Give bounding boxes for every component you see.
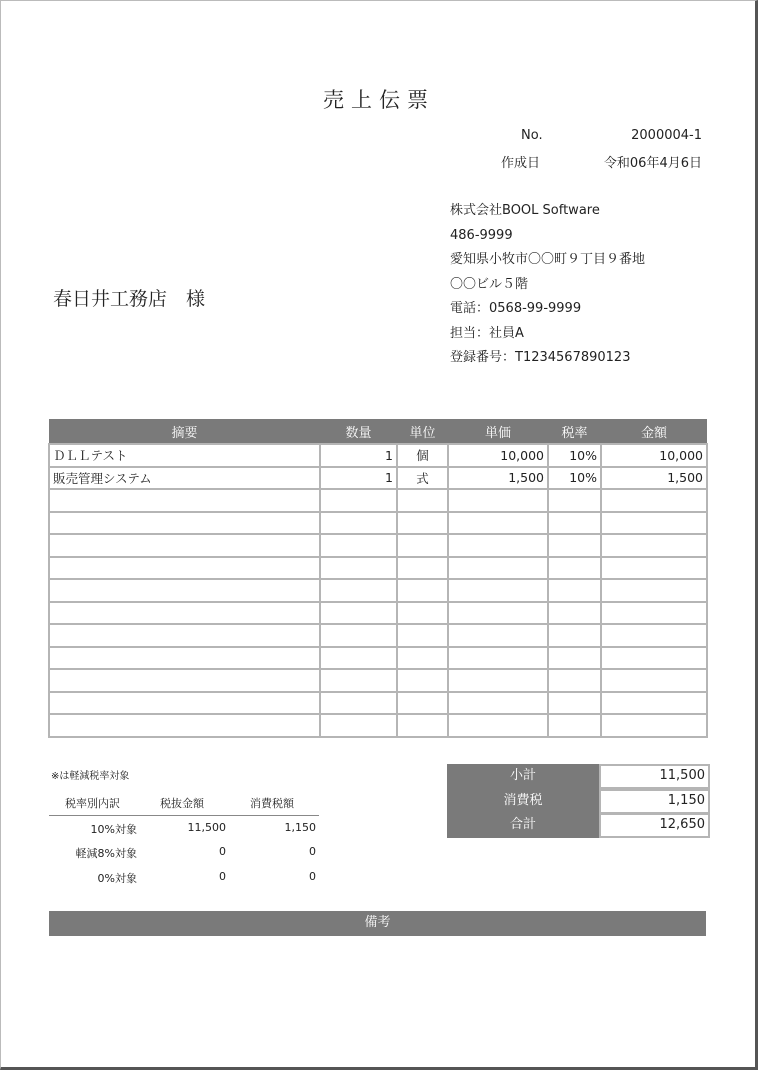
table-row [49, 647, 707, 670]
cell-tax-rate [548, 624, 601, 647]
cell-description [49, 602, 320, 625]
cell-unit [397, 579, 448, 602]
cell-quantity [320, 669, 397, 692]
subtotal-value-text: 11,500 [659, 768, 705, 783]
cell-tax-rate [548, 602, 601, 625]
subtotal-label: 小計 [447, 764, 599, 789]
cell-description [49, 489, 320, 512]
total-value [599, 813, 710, 838]
cell-quantity [320, 692, 397, 715]
table-row [49, 512, 707, 535]
cell-description [49, 512, 320, 535]
cell-amount [601, 489, 707, 512]
cell-tax-rate [548, 512, 601, 535]
cell-unit-price [448, 512, 548, 535]
document-date-label: 作成日 [501, 156, 541, 171]
cell-tax-rate [548, 579, 601, 602]
cell-unit [397, 669, 448, 692]
cell-unit [397, 602, 448, 625]
breakdown-category: 10%対象 [90, 822, 137, 836]
cell-description [49, 647, 320, 670]
breakdown-header-category: 税率別内訳 [65, 797, 120, 810]
customer-name: 春日井工務店 様 [53, 288, 206, 310]
cell-tax-rate [548, 692, 601, 715]
cell-quantity [320, 602, 397, 625]
document-number-label: No. [521, 128, 543, 143]
cell-amount [601, 512, 707, 535]
breakdown-tax: 0 [309, 869, 316, 883]
cell-description [49, 557, 320, 580]
total-label: 合計 [447, 813, 599, 838]
table-row [49, 467, 707, 490]
cell-unit-price [448, 557, 548, 580]
cell-quantity: 1 [320, 444, 397, 467]
cell-unit-price [448, 602, 548, 625]
breakdown-header-tax: 消費税額 [250, 797, 294, 810]
table-row [49, 692, 707, 715]
tax-breakdown [49, 790, 319, 889]
tax-breakdown-row [49, 816, 319, 841]
cell-unit [397, 557, 448, 580]
tax-label: 消費税 [447, 789, 599, 814]
issuer-staff: 担当：社員A [450, 325, 524, 341]
issuer-address-line2: 〇〇ビル５階 [450, 276, 529, 292]
document-title: 売上伝票 [323, 88, 435, 112]
table-row [49, 579, 707, 602]
cell-description: 販売管理システム [49, 467, 320, 490]
cell-unit [397, 714, 448, 737]
cell-tax-rate [548, 557, 601, 580]
breakdown-tax: 1,150 [284, 820, 316, 834]
cell-unit [397, 512, 448, 535]
tax-value [599, 789, 710, 814]
cell-unit-price: 10,000 [448, 444, 548, 467]
cell-amount: 10,000 [601, 444, 707, 467]
cell-description [49, 714, 320, 737]
header-tax-rate: 税率 [548, 419, 601, 444]
cell-tax-rate [548, 647, 601, 670]
cell-amount [601, 692, 707, 715]
remarks-bar: 備考 [49, 911, 706, 936]
cell-description [49, 669, 320, 692]
cell-description [49, 534, 320, 557]
cell-quantity [320, 647, 397, 670]
cell-tax-rate [548, 534, 601, 557]
table-row [49, 669, 707, 692]
subtotal-value [599, 764, 710, 789]
cell-unit [397, 624, 448, 647]
document-date-value: 令和06年4月6日 [603, 156, 702, 171]
breakdown-net: 0 [219, 869, 226, 883]
header-unit: 単位 [397, 419, 448, 444]
tax-breakdown-row [49, 840, 319, 865]
tax-value-text: 1,150 [667, 792, 705, 808]
table-row [49, 489, 707, 512]
cell-quantity [320, 624, 397, 647]
cell-amount [601, 602, 707, 625]
cell-quantity [320, 512, 397, 535]
header-quantity: 数量 [320, 419, 397, 444]
cell-description [49, 579, 320, 602]
table-row [49, 714, 707, 737]
cell-quantity [320, 557, 397, 580]
cell-unit [397, 534, 448, 557]
breakdown-net: 0 [219, 845, 226, 858]
cell-amount [601, 714, 707, 737]
table-row [49, 444, 707, 467]
cell-description [49, 624, 320, 647]
header-amount: 金額 [601, 419, 707, 444]
cell-tax-rate [548, 714, 601, 737]
cell-quantity [320, 714, 397, 737]
cell-amount [601, 557, 707, 580]
cell-quantity [320, 579, 397, 602]
cell-tax-rate [548, 489, 601, 512]
cell-unit-price [448, 647, 548, 670]
cell-unit: 個 [397, 444, 448, 467]
table-row [49, 602, 707, 625]
cell-unit [397, 489, 448, 512]
cell-unit-price [448, 534, 548, 557]
cell-amount [601, 534, 707, 557]
cell-unit [397, 692, 448, 715]
cell-unit-price [448, 624, 548, 647]
cell-tax-rate: 10% [548, 444, 601, 467]
breakdown-tax: 0 [309, 845, 316, 858]
issuer-company: 株式会社BOOL Software [450, 203, 600, 218]
cell-quantity: 1 [320, 467, 397, 490]
breakdown-net: 11,500 [187, 820, 226, 834]
cell-tax-rate: 10% [548, 467, 601, 490]
header-unit-price: 単価 [448, 419, 548, 444]
cell-unit: 式 [397, 467, 448, 490]
cell-unit-price [448, 714, 548, 737]
header-description: 摘要 [49, 419, 320, 444]
items-header-row [49, 419, 707, 444]
issuer-block [450, 200, 645, 372]
reduced-tax-note: ※は軽減税率対象 [51, 771, 130, 782]
cell-quantity [320, 489, 397, 512]
cell-description: ＤＬＬテスト [49, 444, 320, 467]
cell-amount [601, 669, 707, 692]
cell-unit-price [448, 669, 548, 692]
cell-amount [601, 579, 707, 602]
items-table [48, 419, 708, 738]
breakdown-header-net: 税抜金額 [160, 797, 204, 810]
cell-unit-price: 1,500 [448, 467, 548, 490]
cell-amount [601, 624, 707, 647]
document-number [521, 128, 702, 146]
issuer-address-line1: 愛知県小牧市〇〇町９丁目９番地 [450, 252, 646, 267]
tax-breakdown-row [49, 865, 319, 890]
issuer-registration: 登録番号：T1234567890123 [450, 350, 631, 365]
document-number-value: 2000004-1 [631, 128, 702, 143]
issuer-postal: 486-9999 [450, 227, 513, 243]
cell-unit [397, 647, 448, 670]
document-date [501, 152, 702, 170]
cell-quantity [320, 534, 397, 557]
breakdown-category: 0%対象 [97, 871, 137, 885]
cell-unit-price [448, 579, 548, 602]
breakdown-category: 軽減8%対象 [75, 847, 137, 860]
total-value-text: 12,650 [659, 817, 705, 832]
cell-amount: 1,500 [601, 467, 707, 490]
cell-description [49, 692, 320, 715]
cell-unit-price [448, 489, 548, 512]
table-row [49, 534, 707, 557]
issuer-phone: 電話：0568-99-9999 [450, 301, 582, 316]
table-row [49, 624, 707, 647]
table-row [49, 557, 707, 580]
tax-breakdown-header [49, 790, 319, 816]
cell-unit-price [448, 692, 548, 715]
cell-amount [601, 647, 707, 670]
cell-tax-rate [548, 669, 601, 692]
